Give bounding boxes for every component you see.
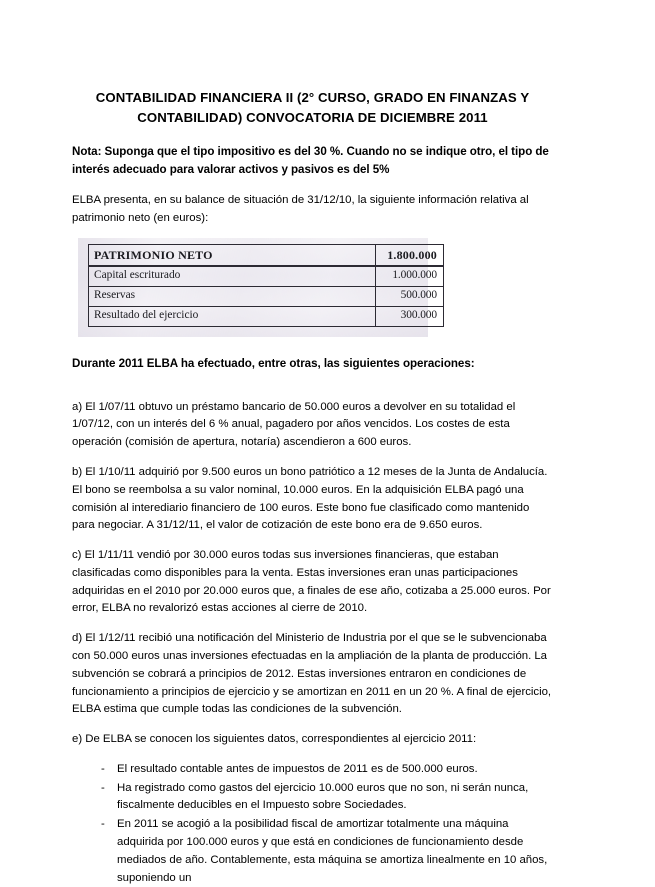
dash-bullet-icon: -: [101, 818, 105, 831]
page-title: CONTABILIDAD FINANCIERA II (2° CURSO, GRADO EN FINANZAS Y CONTABILIDAD) CONVOCATORIA DE DICIEMBRE 2011: [95, 90, 530, 126]
operation-paragraph-a: a) El 1/07/11 obtuvo un préstamo bancario de 50.000 euros a devolver en su totalidad el 1/07/12, con un interés del 6 % anual, pagadero por años vencidos. Los costes de esta operación (comisión de apertura, notaría) ascendieron a 600 euros.: [72, 400, 516, 449]
list-item: [72, 816, 553, 887]
table-cell-label: Resultado del ejercicio: [89, 307, 376, 327]
list-item-text: El resultado contable antes de impuestos de 2011 es de 500.000 euros.: [117, 762, 478, 775]
equity-table-figure: [78, 238, 437, 337]
table-cell-value: 1.000.000: [376, 266, 444, 286]
operation-paragraph-e: e) De ELBA se conocen los siguientes datos, correspondientes al ejercicio 2011:: [72, 733, 477, 746]
nota-paragraph: Nota: Suponga que el tipo impositivo es del 30 %. Cuando no se indique otro, el tipo de interés adecuado para valorar activos y pasivos es del 5%: [72, 144, 549, 176]
list-item: [72, 761, 553, 779]
operations-lead: Durante 2011 ELBA ha efectuado, entre otras, las siguientes operaciones:: [72, 357, 475, 371]
patrimonio-neto-table: [88, 244, 444, 327]
operation-paragraph-b: b) El 1/10/11 adquirió por 9.500 euros un bono patriótico a 12 meses de la Junta de Andalucía. El bono se reembolsa a su valor nominal, 10.000 euros. En la adquisición ELBA pagó una comisión al interediario financiero de 100 euros. Este bono fue clasificado como mantenido para negociar. A 31/12/11, el valor de cotización de este bono era de 9.650 euros.: [72, 465, 548, 532]
list-item-text: Ha registrado como gastos del ejercicio 10.000 euros que no son, ni serán nunca, fiscalmente deducibles en el Impuesto sobre Sociedades.: [117, 781, 529, 812]
list-item: [72, 780, 553, 816]
table-cell-value: 300.000: [376, 307, 444, 327]
table-row: [89, 307, 444, 327]
table-cell-value: 500.000: [376, 287, 444, 307]
table-cell-label: PATRIMONIO NETO: [89, 244, 376, 266]
dash-bullet-icon: -: [101, 781, 105, 794]
list-item-text: En 2011 se acogió a la posibilidad fiscal de amortizar totalmente una máquina adquirida por 100.000 euros y que está en condiciones de funcionamiento desde mediados de año. Contablemente, esta máquina se amortiza linealmente en 10 años, suponiendo un: [117, 818, 548, 884]
dash-bullet-icon: -: [101, 762, 105, 775]
table-row: [89, 287, 444, 307]
table-cell-value: 1.800.000: [376, 244, 444, 266]
table-cell-label: Capital escriturado: [89, 266, 376, 286]
table-row: [89, 266, 444, 286]
intro-paragraph: ELBA presenta, en su balance de situación de 31/12/10, la siguiente información relativa al patrimonio neto (en euros):: [72, 194, 529, 224]
table-row: [89, 244, 444, 266]
data-list: [72, 761, 553, 887]
operation-paragraph-d: d) El 1/12/11 recibió una notificación del Ministerio de Industria por el que se le subvencionaba con 50.000 euros unas inversiones efectuadas en la ampliación de la planta de producción. La subvención se cobrará a principios de 2012. Estas inversiones entraron en condiciones de funcionamiento a principios de ejercicio y se amortizan en 2011 en un 20 %. A final de ejercicio, ELBA estima que cumple todas las condiciones de la subvención.: [72, 632, 552, 716]
operation-paragraph-c: c) El 1/11/11 vendió por 30.000 euros todas sus inversiones financieras, que estaban clasificadas como disponibles para la venta. Estas inversiones eran unas participaciones adquiridas en el 2010 por 20.000 euros que, a finales de ese año, cotizaba a 25.000 euros. Por error, ELBA no revalorizó estas acciones al cierre de 2010.: [72, 549, 551, 615]
table-cell-label: Reservas: [89, 287, 376, 307]
